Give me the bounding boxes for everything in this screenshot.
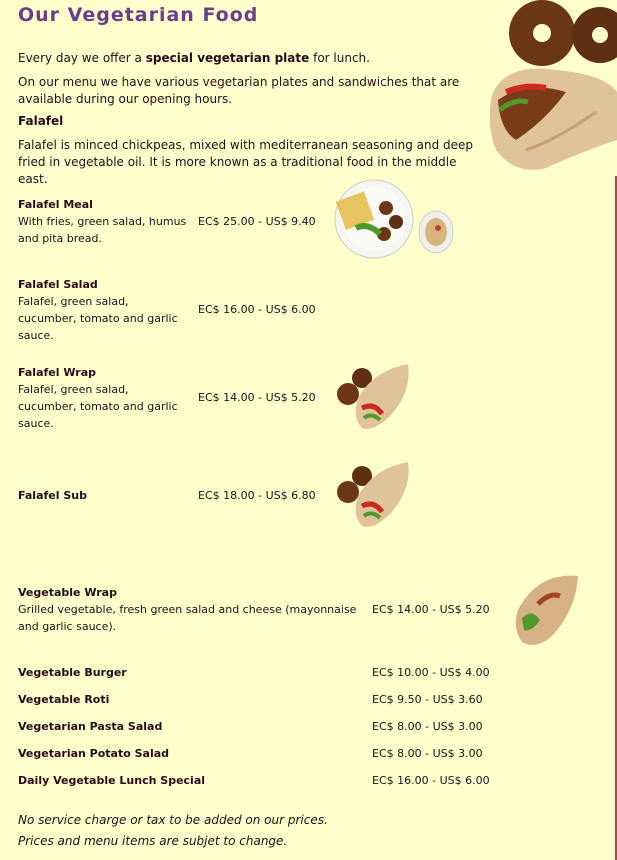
item-name: Vegetable Burger — [18, 666, 127, 679]
page-title: Our Vegetarian Food — [18, 4, 259, 26]
item-price: EC$ 9.50 - US$ 3.60 — [372, 693, 483, 706]
menu-item-potato-salad — [18, 745, 358, 762]
item-name: Falafel Sub — [18, 489, 87, 502]
intro-text — [18, 50, 478, 67]
intro-prefix: Every day we offer a — [18, 51, 146, 65]
item-name: Falafel Wrap — [18, 366, 96, 379]
falafel-description: Falafel is minced chickpeas, mixed with mediterranean seasoning and deep fried in vegetable oil. It is more known as a traditional food in the middle east. — [18, 138, 474, 186]
item-desc: Falafel, green salad, cucumber, tomato and garlic sauce. — [18, 295, 178, 342]
menu-item-pasta-salad — [18, 718, 358, 735]
item-price: EC$ 18.00 - US$ 6.80 — [198, 489, 316, 502]
item-name: Daily Vegetable Lunch Special — [18, 774, 206, 787]
menu-item-falafel-meal — [18, 196, 190, 247]
intro-text-2: On our menu we have various vegetarian plates and sandwiches that are available during our opening hours. — [18, 75, 460, 106]
menu-item-falafel-sub — [18, 487, 190, 504]
intro-strong: special vegetarian plate — [145, 51, 310, 65]
item-price: EC$ 8.00 - US$ 3.00 — [372, 747, 483, 760]
item-desc: With fries, green salad, humus and pita bread. — [18, 215, 187, 245]
menu-item-lunch-special — [18, 772, 358, 789]
menu-item-vegetable-wrap — [18, 584, 358, 635]
item-name: Vegetable Wrap — [18, 586, 117, 599]
item-price: EC$ 8.00 - US$ 3.00 — [372, 720, 483, 733]
falafel-plate-photo — [334, 178, 458, 262]
item-price: EC$ 16.00 - US$ 6.00 — [372, 774, 490, 787]
menu-item-vegetable-roti — [18, 691, 358, 708]
item-price: EC$ 14.00 - US$ 5.20 — [198, 391, 316, 404]
item-price: EC$ 25.00 - US$ 9.40 — [198, 215, 316, 228]
item-desc: Grilled vegetable, fresh green salad and cheese (mayonnaise and garlic sauce). — [18, 603, 357, 633]
falafel-wrap-photo — [486, 0, 617, 176]
item-desc: Falafel, green salad, cucumber, tomato and garlic sauce. — [18, 383, 178, 430]
menu-item-falafel-salad — [18, 276, 190, 344]
falafel-sub-photo — [334, 460, 414, 532]
item-name: Vegetarian Potato Salad — [18, 747, 170, 760]
menu-item-vegetable-burger — [18, 664, 358, 681]
item-name: Falafel Meal — [18, 198, 93, 211]
item-price: EC$ 14.00 - US$ 5.20 — [372, 603, 490, 616]
menu-item-falafel-wrap — [18, 364, 190, 432]
vegetable-wrap-photo — [512, 570, 582, 648]
item-price: EC$ 10.00 - US$ 4.00 — [372, 666, 490, 679]
item-price: EC$ 16.00 - US$ 6.00 — [198, 303, 316, 316]
service-charge-note: No service charge or tax to be added on our prices. — [18, 813, 328, 827]
intro-suffix: for lunch. — [309, 51, 370, 65]
falafel-heading: Falafel — [18, 114, 64, 128]
price-change-note: Prices and menu items are subjet to change. — [18, 834, 288, 848]
item-name: Falafel Salad — [18, 278, 98, 291]
falafel-wrap-small-photo — [334, 362, 414, 434]
item-name: Vegetable Roti — [18, 693, 110, 706]
item-name: Vegetarian Pasta Salad — [18, 720, 163, 733]
